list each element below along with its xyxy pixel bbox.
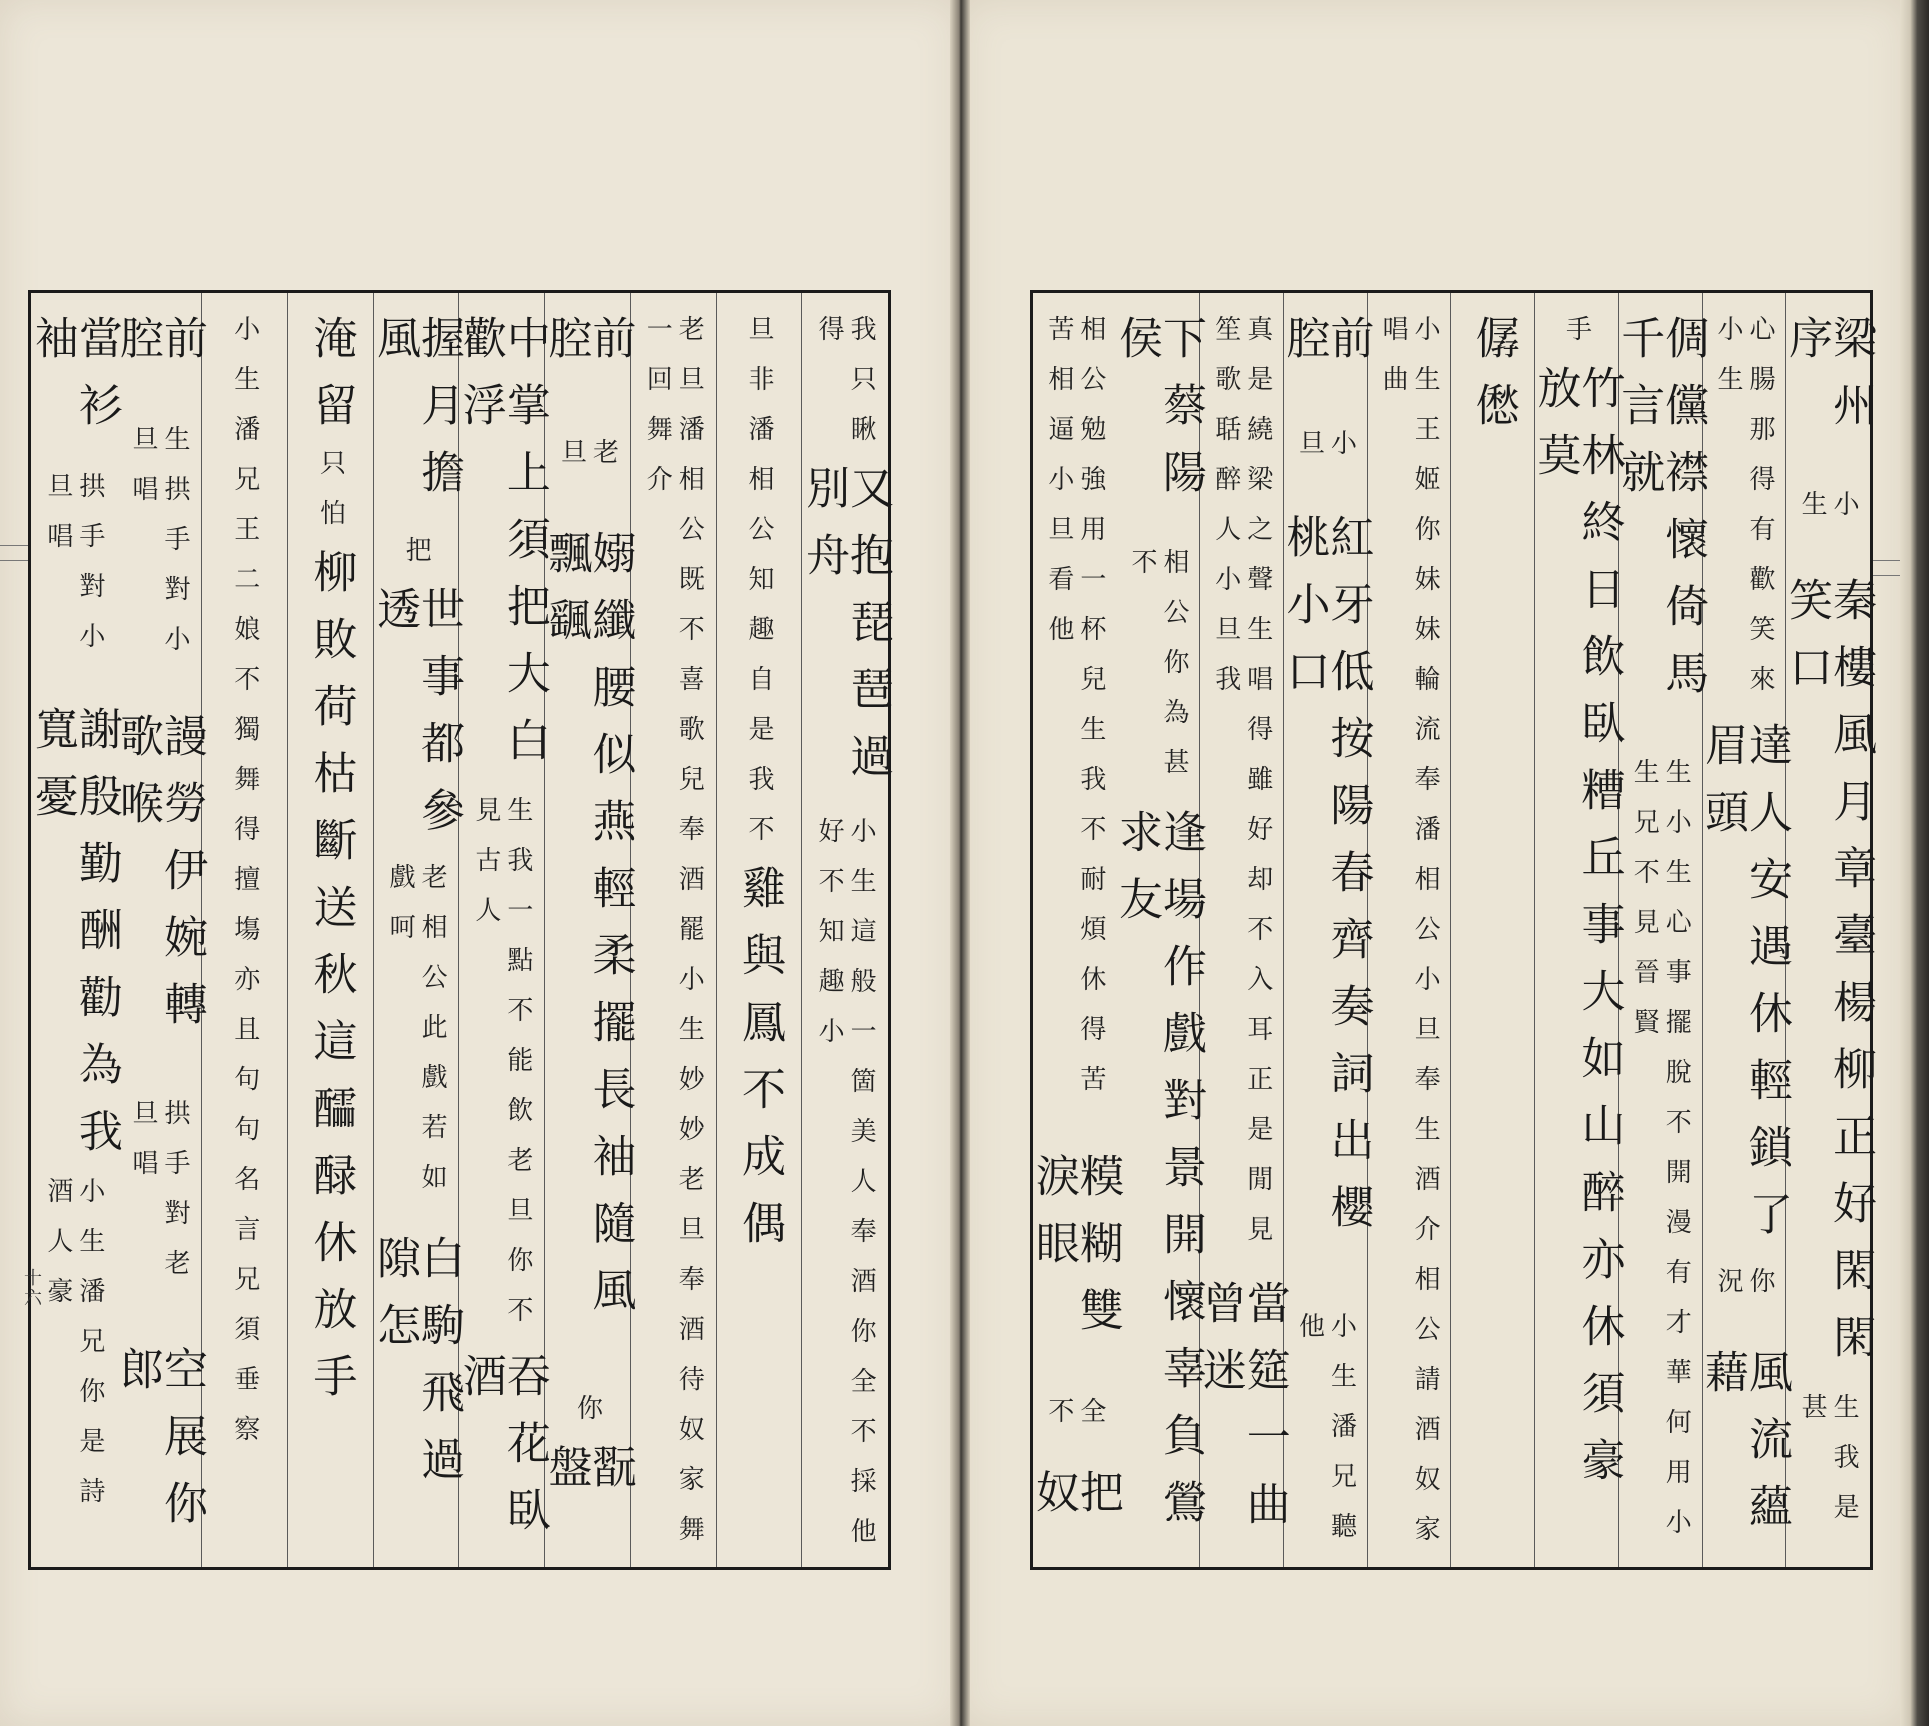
text-main: 空展你郎 [112,1346,208,1548]
text-annotation: 小生王姬你妹妹輪流奉潘相公小旦奉生酒介相公請酒奴家唱曲 [1378,315,1441,1565]
folio-number: 十六 [21,1268,42,1308]
text-main: 下蔡陽侯 [1111,315,1207,516]
text-annotation: 不 [743,815,774,865]
left-column-1 [798,293,894,1567]
left-column-3 [631,293,717,1567]
right-column-1 [1781,293,1877,1567]
left-column-2 [717,293,803,1567]
right-column-10 [1027,293,1123,1567]
text-main: 淹留 [305,315,357,449]
left-column-6 [369,293,465,1567]
text-annotation: 小生潘兄聽他 [1294,1311,1357,1562]
left-text-frame [21,290,894,1570]
left-column-7 [288,293,374,1567]
text-annotation: 老旦潘相公既不喜歌兒奉酒罷小生妙妙老旦奉酒待奴家舞一回舞介 [642,315,705,1565]
text-main: 竹林終日飲臥糟丘事大如山醉亦休須豪放莫 [1529,365,1625,1504]
text-annotation: 生拱手對小旦唱 [128,425,191,676]
margin-tick [1870,560,1900,561]
text-annotation: 小生 [1797,489,1860,540]
text-annotation: 小生這般一箇美人奉酒你全不採他好不知趣小 [814,816,877,1567]
text-main: 前腔 [112,315,208,382]
text-annotation: 小生潘兄王二娘不獨舞得擅塲亦且句句名言兄須垂察 [229,315,260,1465]
text-main: 謝殷勤酬勸為我寬憂 [26,706,122,1176]
text-main: 當筵一曲曾迷 [1194,1279,1290,1548]
right-column-8 [1194,293,1290,1567]
margin-tick [0,545,30,546]
right-column-7 [1278,293,1374,1567]
text-annotation: 我只瞅得 [814,315,877,465]
right-column-9 [1111,293,1207,1567]
text-main: 秦樓風月章臺楊柳正好閑閑笑口 [1781,576,1877,1381]
text-annotation: 把 [401,536,432,587]
right-column-5 [1452,293,1536,1567]
margin-tick [0,560,30,561]
text-main: 梁州序 [1781,315,1877,449]
text-main: 中掌上須把大白歡浮 [454,315,550,784]
book-spine [950,0,970,1726]
right-column-4 [1529,293,1625,1567]
text-main: 謾勞伊婉轉歌喉 [112,713,208,1049]
text-annotation: 手 [1561,315,1592,365]
text-main: 白駒飛過隙怎 [369,1234,465,1503]
text-main: 逢場作戲對景開懷辜負鶯求友 [1111,809,1207,1547]
text-main: 紅牙低按陽春齊奏詞出櫻桃小口 [1278,514,1374,1252]
text-annotation: 相公你為甚不 [1127,548,1190,799]
text-annotation: 你況 [1712,1267,1775,1318]
right-text-frame [1027,290,1877,1570]
text-main: 風流蘊藉 [1696,1348,1792,1550]
text-main: 雞與鳳不成偶 [733,865,785,1267]
text-main: 世事都參透 [369,586,465,855]
text-annotation: 小旦 [1294,428,1357,479]
text-annotation: 老相公此戲若如戲呵 [385,863,448,1214]
right-column-3 [1613,293,1709,1567]
text-annotation: 心腸那得有歡笑來小生 [1712,315,1775,715]
left-column-9 [112,293,208,1567]
text-annotation: 小生潘兄你是詩酒人豪 [42,1176,105,1527]
text-main: 又抱琵琶過別舟 [798,465,894,801]
text-annotation: 生小生心事擺脫不開漫有才華何用小生兄不見晉賢 [1629,758,1692,1559]
margin-tick [1870,575,1900,576]
text-main: 僝僽 [1467,315,1519,449]
text-annotation: 拱手對老旦唱 [128,1099,191,1300]
text-main: 柳敗荷枯斷送秋這醽醁休放手 [305,549,357,1420]
text-main: 糢糊雙淚眼 [1027,1152,1123,1354]
text-annotation: 你 [572,1393,603,1444]
text-main: 把奴 [1027,1469,1123,1537]
text-main: 握月擔風 [369,315,465,516]
left-column-5 [454,293,550,1567]
text-main: 翫盤 [540,1443,636,1511]
text-annotation: 旦非潘相公知趣自是我 [743,315,774,815]
right-column-6 [1368,293,1452,1567]
text-main: 前腔 [540,315,636,382]
text-annotation: 只怕 [315,449,346,549]
text-main: 吞花臥酒 [454,1353,550,1555]
text-annotation: 真是繞梁之聲生唱得雖好却不入耳正是閒見笙歌聒醉人小旦我 [1210,315,1273,1265]
text-main: 嫋纖腰似燕輕柔擺長袖隨風飄颻 [540,530,636,1335]
text-annotation: 拱手對小旦唱 [42,471,105,672]
page-edge [1900,0,1929,1726]
text-annotation: 全不 [1043,1396,1106,1447]
text-annotation: 老旦 [556,438,619,489]
text-main: 倜儻襟懷倚馬千言就 [1613,315,1709,717]
text-annotation: 相公勉強用一杯兒生我不耐煩休得苦苦相逼小旦看他 [1043,315,1106,1115]
text-annotation: 生我是甚 [1797,1392,1860,1543]
left-column-8 [202,293,288,1567]
left-column-4 [540,293,636,1567]
text-annotation: 生我一點不能飲老旦你不見古人 [470,795,533,1346]
right-column-2 [1696,293,1792,1567]
text-main: 前腔 [1278,315,1374,382]
text-main: 達人安遇休輕鎖了眉頭 [1696,722,1792,1259]
left-column-10 [26,293,122,1567]
text-main: 當衫袖 [26,315,122,449]
